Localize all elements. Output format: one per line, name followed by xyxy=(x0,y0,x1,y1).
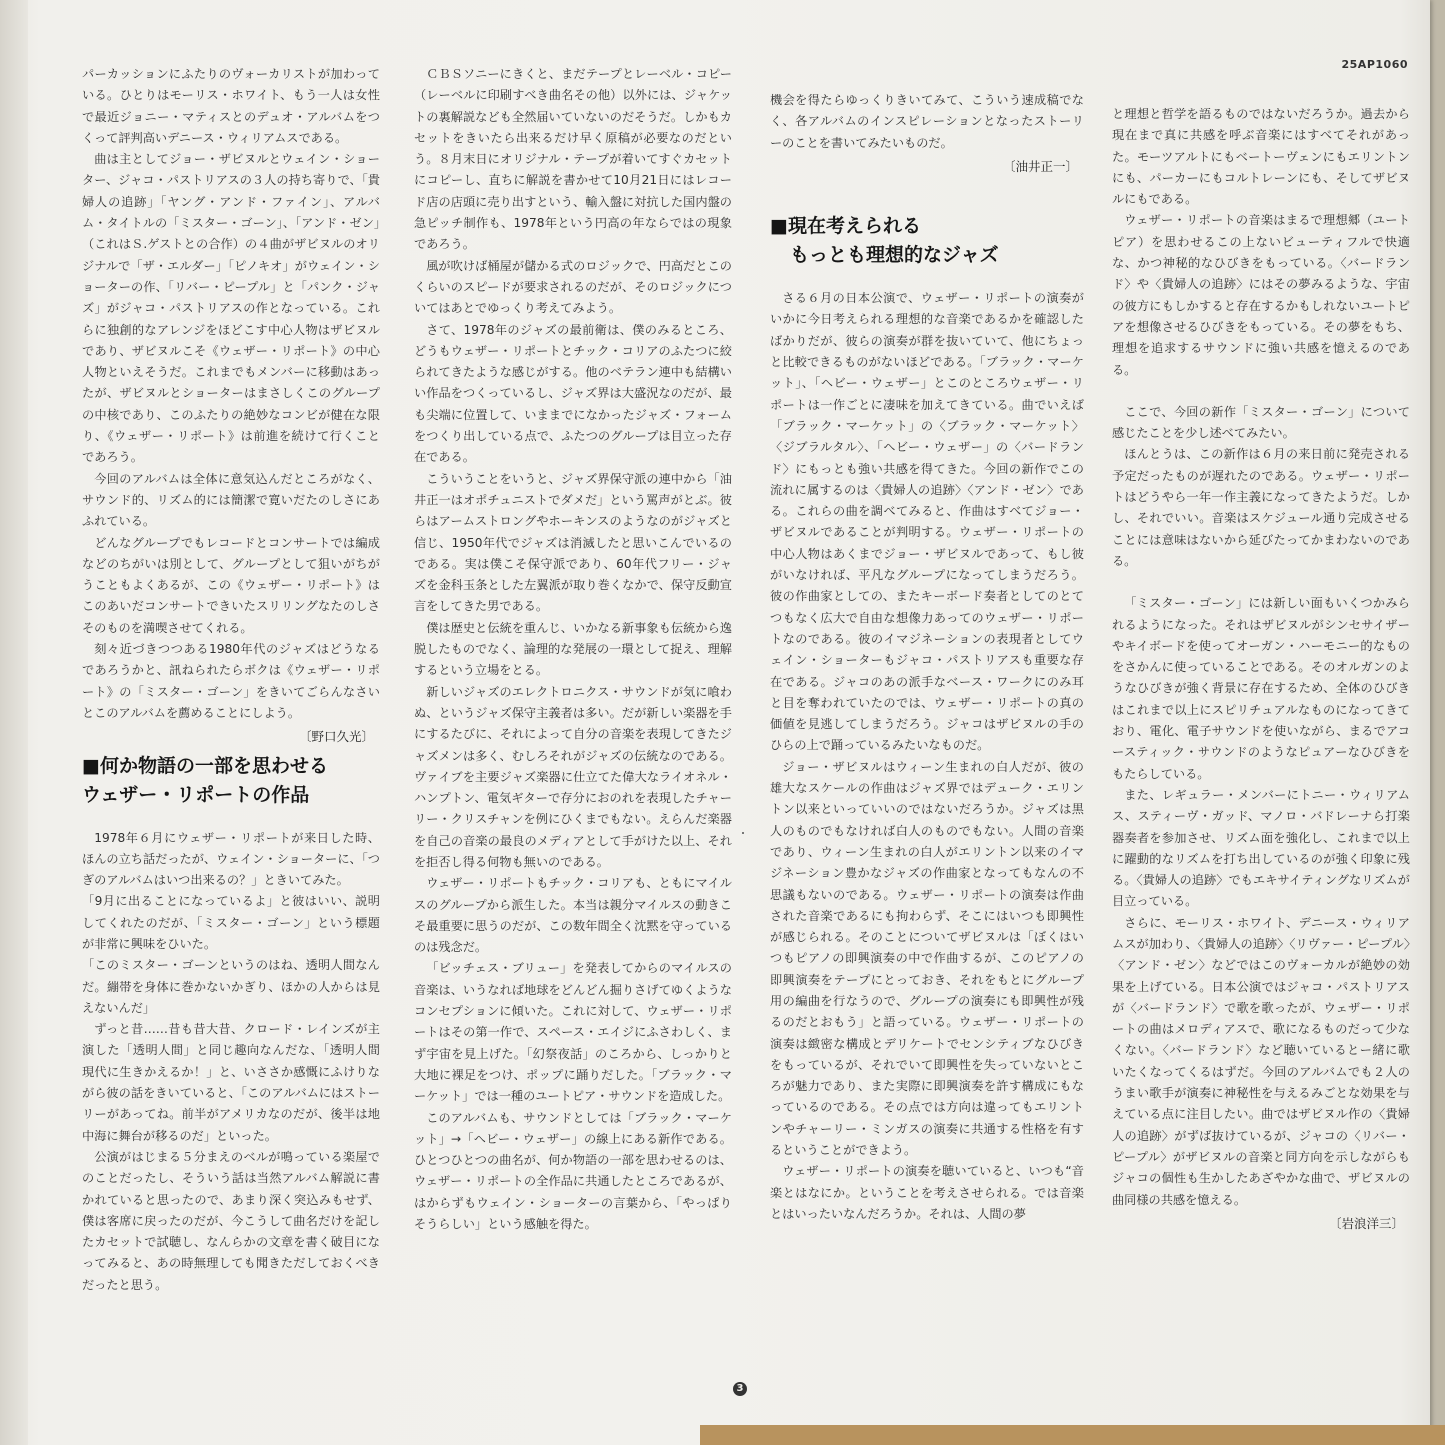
section-heading-2-line-2: もっとも理想的なジャズ xyxy=(790,244,999,267)
col2-paragraph-9: このアルバムも、サウンドとしては「ブラック・マーケット」→「ヘビー・ウェザー」の線上にある新作である。ひとつひとつの曲名が、何か物語の一部を思わせるのは、ウェザー・リポートの全作品に共通したところであるが、はからずもウェイン・ショーターの言葉から、「やっぱりそうらしい」という感触を得た。 xyxy=(414,1110,732,1232)
col1-paragraph-6: 1978年６月にウェザー・リポートが来日した時、ほんの立ち話だったが、ウェイン・ショーターに、「つぎのアルバムはいつ出来るの？」ときいてみた。 xyxy=(82,830,380,888)
table-surface xyxy=(700,1425,1445,1445)
section-heading-1 xyxy=(82,752,380,810)
page-edge xyxy=(0,0,28,1445)
catalog-number: 25AP1060 xyxy=(1341,58,1408,71)
col2-paragraph-5: 僕は歴史と伝統を重んじ、いかなる新事象も伝統から逸脱したものでなく、論理的な発展の一環として捉え、理解するという立場をとる。 xyxy=(414,620,732,678)
col2-paragraph-6: 新しいジャズのエレクトロニクス・サウンドが気に喰わぬ、というジャズ保守主義者は多い。だが新しい楽器を手にするたびに、それによって自分の音楽を表現してきたジャズメンは多く、むしろそれがジャズの伝統なのである。ヴァイブを主要ジャズ楽器に仕立てた偉大なライオネル・ハンプトン、電気ギターで存分におのれを表現したチャーリー・クリスチャンを例にひくまでもない。えらんだ楽器を自己の音楽の最良のメディアとして手がけた以上、それを拒否し得る何物も無いのである。 xyxy=(414,684,732,869)
column-4 xyxy=(1112,104,1410,1236)
col3-paragraph-3: ジョー・ザビヌルはウィーン生まれの白人だが、彼の雄大なスケールの作曲はジャズ界ではデューク・エリントン以来といっていいのではないだろうか。ジャズは黒人のものでもなければ白人のものでもない。人間の音楽であり、ウィーン生まれの白人がエリントン以来のイマジネーション豊かなジャズの作曲家となってもなんの不思議もないのである。ウェザー・リポートの演奏は作曲された音楽であるにも拘わらず、そこにはいつも即興性が感じられる。そのことについてザビヌルは「ぼくはいつもピアノの即興演奏の中で作曲するが、このピアノの即興演奏をテープにとっておき、それをもとにグループ用の編曲を行なうので、グループの演奏にも即興性が残るのだとおもう」と語っている。ウェザー・リポートの演奏は緻密な構成とデリケートでセンシティブなひびきをもっているが、それでいて即興性を失っていないところが魅力であり、また実際に即興演奏を許す構成にもなっているのである。その点では方向は違ってもエリントンやチャーリー・ミンガスの演奏に共通する性格を有するということができよう。 xyxy=(770,759,1084,1158)
section-heading-2-line-1: ■現在考えられる xyxy=(770,215,921,238)
col3-paragraph-4: ウェザー・リポートの演奏を聴いていると、いつも“音楽とはなにか。ということを考えさせられる。では音楽とはいったいなんだろうか。それは、人間の夢 xyxy=(770,1164,1084,1221)
col1-paragraph-10: 公演がはじまる５分まえのベルが鳴っている楽屋でのことだったし、そういう話は当然アルバム解説に書かれていると思ったので、あまり深く突込みもせず、僕は客席に戻ったのだが、今こうして曲名だけを記したカセットで試聴し、なんらかの文章を書く破目になってみると、あの時無理しても聞きただしておくべきだったと思う。 xyxy=(82,1149,380,1292)
col2-paragraph-2: 風が吹けば桶屋が儲かる式のロジックで、円高だとこのくらいのスピードが要求されるのだが、そのロジックについてはあとでゆっくり考えてみよう。 xyxy=(414,258,732,316)
col4-paragraph-1: と理想と哲学を語るものではないだろうか。過去から現在まで真に共感を呼ぶ音楽にはすべてそれがあった。モーツアルトにもベートーヴェンにもエリントンにも、パーカーにもコルトレーンにも、そしてザビヌルにもである。 xyxy=(1112,107,1410,207)
author-signature-noguchi: 〔野口久光〕 xyxy=(298,729,374,745)
column-1 xyxy=(82,64,380,1296)
author-signature-iwanami: 〔岩浪洋三〕 xyxy=(1328,1215,1404,1231)
col1-paragraph-9: ずっと昔……昔も昔大昔、クロード・レインズが主演した「透明人間」と同じ趣向なんだな、「透明人間現代に生きかえるか！」と、いささか感慨にふけりながら彼の話をきいていると、「このアルバムにはストーリーがあってね。前半がアメリカなのだが、後半は地中海に舞台が移るのだ」といった。 xyxy=(82,1022,380,1143)
col3-paragraph-1: 機会を得たらゆっくりきいてみて、こういう速成稿でなく、各アルバムのインスピレーションとなったストーリーのことを書いてみたいものだ。 xyxy=(770,93,1084,150)
col2-paragraph-1: ＣＢＳソニーにきくと、まだテープとレーベル・コピー（レーベルに印刷すべき曲名その他）以外には、ジャケットの裏解説なども全然届いていないのだそうだ。しかもカセットをきいたら出来るだけ早く原稿が必要なのだという。８月末日にオリジナル・テープが着いてすぐカセットにコピーし、直ちに解説を書かせて10月21日にはレコード店の店頭に売り出すという、輸入盤に対抗した国内盤の急ピッチ制作も、1978年という円高の年ならではの現象であろう。 xyxy=(414,67,732,252)
author-signature-yui: 〔油井正一〕 xyxy=(1002,158,1078,174)
col4-paragraph-2: ウェザー・リポートの音楽はまるで理想郷（ユートピア）を思わせるこの上ないビューティフルで快適な、かつ神秘的なひびきをもっている。〈バードランド〉や〈貴婦人の追跡〉にはその夢みるような、宇宙の彼方にもしかすると存在するかもしれないユートピアを想像させるひびきをもっている。その夢をもち、理想を追求するサウンドに強い共感を憶えるのである。 xyxy=(1112,213,1410,377)
col1-paragraph-1: パーカッションにふたりのヴォーカリストが加わっている。ひとりはモーリス・ホワイト、もう一人は女性で最近ジョニー・マティスとのデュオ・アルバムをつくって評判高いデニース・ウィリアムスである。 xyxy=(82,67,380,145)
section-heading-1-line-2: ウェザー・リポートの作品 xyxy=(82,783,310,806)
section-heading-2 xyxy=(770,212,1084,270)
col4-paragraph-3: ここで、今回の新作「ミスター・ゴーン」について感じたことを少し述べてみたい。 xyxy=(1112,404,1410,441)
col1-paragraph-8: 「このミスター・ゴーンというのはね、透明人間なんだ。繃帯を身体に巻かないかぎり、ほかの人からは見えないんだ」 xyxy=(82,958,380,1015)
col1-paragraph-3: 今回のアルバムは全体に意気込んだところがなく、サウンド的、リズム的には簡潔で寛いだたのしさにあふれている。 xyxy=(82,471,380,529)
print-speck xyxy=(742,832,744,834)
column-2 xyxy=(414,64,732,1235)
col2-paragraph-3: さて、1978年のジャズの最前衛は、僕のみるところ、どうもウェザー・リポートとチック・コリアのふたつに絞られてきたような感じがする。他のベテラン連中も結構いい作品をつくっているし、ジャズ界は大盛況なのだが、最も尖端に位置して、いままでになかったジャズ・フォームをつくり出している点で、ふたつのグループは目立った存在である。 xyxy=(414,322,732,465)
col3-paragraph-2: さる６月の日本公演で、ウェザー・リポートの演奏がいかに今日考えられる理想的な音楽であるかを確認したばかりだが、彼らの演奏が群を抜いていて、他にちょっと比較できるものがないほどである。「ブラック・マーケット」、「ヘビー・ウェザー」とこのところウェザー・リポートは一作ごとに凄味を加えてきている。曲でいえば「ブラック・マーケット」の〈ブラック・マーケット〉〈ジブラルタル〉、「ヘビー・ウェザー」の〈バードランド〉にもっとも強い共感を得てきた。今回の新作でこの流れに属するのは〈貴婦人の追跡〉〈アンド・ゼン〉である。これらの曲を調べてみると、作曲はすべてジョー・ザビヌルであることが判明する。ウェザー・リポートの中心人物はあくまでジョー・ザビヌルであって、もし彼がいなければ、平凡なグループになってしまうだろう。彼の作曲家としての、またキーボード奏者としてのとてつもなく広大で自由な想像力あってのウェザー・リポートなのである。彼のイマジネーションの表現者としてウェイン・ショーターもジャコ・パストリアスも重要な存在である。ジャコのあの派手なベース・ワークにのみ耳と目を奪われていたのでは、ウェザー・リポートの真の価値を見逃してしまうだろう。ジャコはザビヌルの手のひらの上で踊っているみたいなものだ。 xyxy=(770,291,1084,753)
spacer xyxy=(1112,381,1410,402)
page-number: 3 xyxy=(733,1382,747,1396)
col4-paragraph-4: ほんとうは、この新作は６月の来日前に発売される予定だったものが遅れたのである。ウェザー・リポートはどうやら一年一作主義になってきたようだ。しかし、それでいい。音楽はスケジュール通り完成させることには意味はないから延びたってかまわないのである。 xyxy=(1112,447,1410,568)
col2-paragraph-7: ウェザー・リポートもチック・コリアも、ともにマイルスのグループから派生した。本当は親分マイルスの動きこそ最重要に思うのだが、この数年間全く沈黙を守っているのは残念だ。 xyxy=(414,876,732,955)
col1-paragraph-2: 曲は主としてジョー・ザビヌルとウェイン・ショーター、ジャコ・パストリアスの３人の持ち寄りで、「貴婦人の追跡」「ヤング・アンド・ファイン」、アルバム・タイトルの「ミスター・ゴーン」、「アンド・ゼン」（これはＳ.ゲストとの合作）の４曲がザビヌルのオリジナルで「ザ・エルダー」「ピノキオ」がウェイン・ショーターの作、「リバー・ピープル」と「パンク・ジャズ」がジャコ・パストリアスの作となっている。これらに独創的なアレンジをほどこす中心人物はザビヌルであり、ザビヌルこそ《ウェザー・リポート》の中心人物といえそうだ。これまでもメンバーに移動はあったが、ザビヌルとショーターはまさしくこのグループの中核であり、このふたりの絶妙なコンビが健在な限り、《ウェザー・リポート》は前進を続けて行くことであろう。 xyxy=(82,152,380,465)
col2-paragraph-8: 「ビッチェス・ブリュー」を発表してからのマイルスの音楽は、いうなれば地球をどんどん掘りさげてゆくようなコンセプションに傾いた。これに対して、ウェザー・リポートはその第一作で、スペース・エイジにふさわしく、まず宇宙を見上げた。「幻祭夜話」のころから、しっかりと大地に裸足をつけ、ポップに踊りだした。「ブラック・マーケット」では一種のユートピア・サウンドを造成した。 xyxy=(414,961,732,1104)
col1-paragraph-4: どんなグループでもレコードとコンサートでは編成などのちがいは別として、グループとして狙いがちがうこともよくあるが、この《ウェザー・リポート》はこのあいだコンサートできいたスリリングなたのしさそのものを満喫させてくれる。 xyxy=(82,535,380,635)
col4-paragraph-5: 「ミスター・ゴーン」には新しい面もいくつかみられるようになった。それはザビヌルがシンセサイザーやキイボードを使ってオーガン・ハーモニー的なものをさかんに使っていることである。そのオルガンのようなひびきが強く背景に存在するため、全体のひびきはこれまで以上にスピリチュアルなものになってきており、電化、電子サウンドを使いながら、まるでアコースティック・サウンドのようなピュアーなひびきをもたらしている。 xyxy=(1112,596,1410,781)
spacer xyxy=(1112,572,1410,593)
spacer xyxy=(770,179,1084,200)
col4-paragraph-6: また、レギュラー・メンバーにトニー・ウィリアムス、スティーヴ・ガッド、マノロ・バドレーナら打楽器奏者を参加させ、リズム面を強化し、これまで以上に躍動的なリズムを打ち出しているのが強く印象に残る。〈貴婦人の追跡〉でもエキサイティングなリズムが目立っている。 xyxy=(1112,787,1410,909)
col1-paragraph-5: 刻々近づきつつある1980年代のジャズはどうなるであろうかと、訊ねられたらボクは《ウェザー・リポート》の「ミスター・ゴーン」をきいてごらんなさいとこのアルバムを薦めることにしよう。 xyxy=(82,642,380,720)
col4-paragraph-7: さらに、モーリス・ホワイト、デニース・ウィリアムスが加わり、〈貴婦人の追跡〉〈リヴァー・ピープル〉〈アンド・ゼン〉などではこのヴォーカルが絶妙の効果を上げている。日本公演ではジャコ・パストリアスが〈バードランド〉で歌を歌ったが、ウェザー・リポートの曲はメロディアスで、歌になるものだって少なくない。〈バードランド〉など聴いているとー緒に歌いたくなってくるはずだ。今回のアルバムでも２人のうまい歌手が演奏に神秘性を与えるみごとな効果を与えている点に注目したい。曲ではザビヌル作の〈貴婦人の追跡〉がずば抜けているが、ジャコの〈リバー・ピープル〉がザビヌルの音楽と同方向を示しながらもジャコの個性も生かしたあざやかな曲で、ザビヌルの曲同様の共感を憶える。 xyxy=(1112,915,1410,1207)
column-3 xyxy=(770,90,1084,1225)
section-heading-1-line-1: ■何か物語の一部を思わせる xyxy=(82,754,328,777)
col2-paragraph-4: こういうことをいうと、ジャズ界保守派の連中から「油井正一はオポチュニストでダメだ」という罵声がとぶ。彼らはアームストロングやホーキンスのようなのがジャズと信じ、1950年代でジャズは消滅したと思いこんでいるのである。実は僕こそ保守派であり、60年代フリー・ジャズを金科玉条とした左翼派が取り巻くなかで、保守反動宣言をしてきた男である。 xyxy=(414,471,732,614)
col1-paragraph-7: 「9月に出ることになっているよ」と彼はいい、説明してくれたのだが、「ミスター・ゴーン」という標題が非常に興味をひいた。 xyxy=(82,894,380,951)
